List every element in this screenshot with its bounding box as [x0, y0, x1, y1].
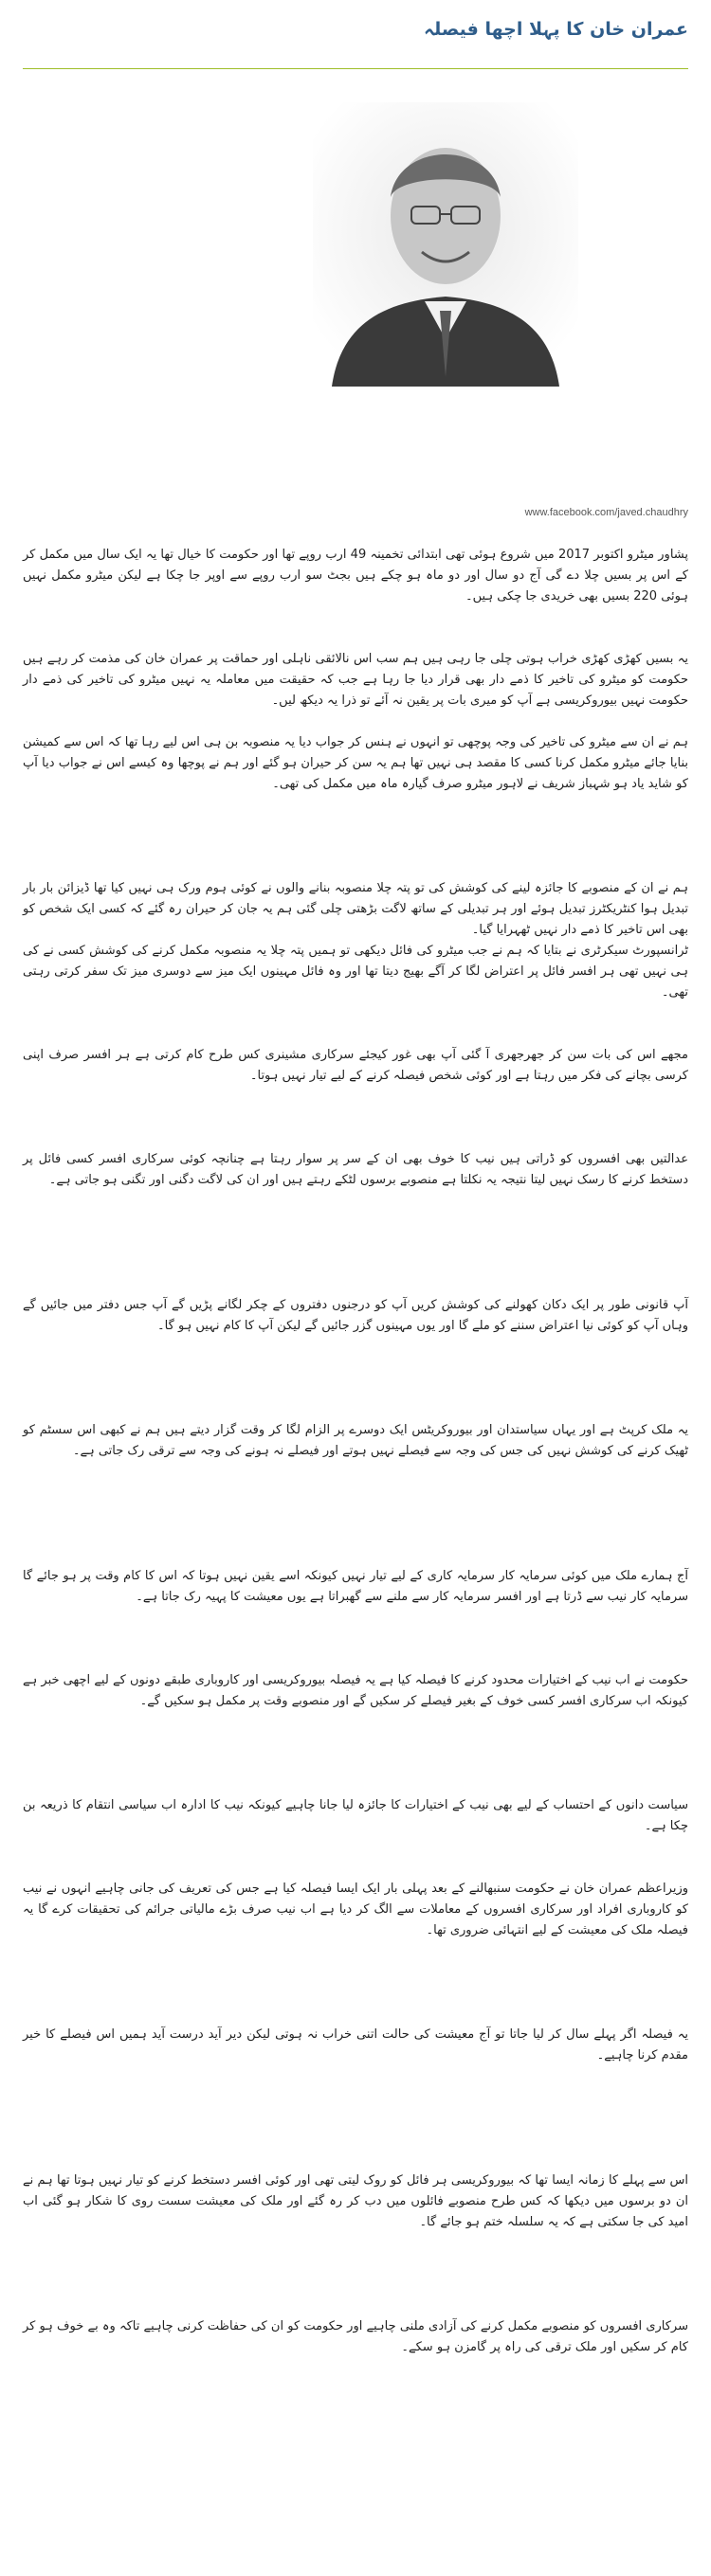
paragraph: سیاست دانوں کے احتساب کے لیے بھی نیب کے اختیارات کا جائزہ لیا جانا چاہیے کیونکہ نیب کا ادارہ اب سیاسی انتقام کا ذریعہ بن چکا ہے۔ [23, 1798, 688, 1833]
paragraph: مجھے اس کی بات سن کر جھرجھری آ گئی آپ بھی غور کیجئے سرکاری مشینری کس طرح کام کرتی ہے ہر افسر صرف اپنی کرسی بچانے کی فکر میں رہتا ہے اور کوئی شخص فیصلہ کرنے کے لیے تیار نہیں ہوتا۔ [23, 1048, 688, 1083]
paragraph: اس سے پہلے کا زمانہ ایسا تھا کہ بیوروکریسی ہر فائل کو روک لیتی تھی اور کوئی افسر دستخط کرنے کو تیار نہیں ہوتا تھا ہم نے ان دو برسوں میں دیکھا کہ کس طرح منصوبے فائلوں میں دب کر رہ گئے اور ملک کی معیشت سست روی کا شکار ہو گئی اب امید کی جا سکتی ہے کہ یہ سلسلہ ختم ہو جائے گا۔ [23, 2173, 688, 2229]
photo-credit: www.facebook.com/javed.chaudhry [524, 507, 688, 518]
paragraph: پشاور میٹرو اکتوبر 2017 میں شروع ہوئی تھی ابتدائی تخمینہ 49 ارب روپے تھا اور حکومت کا خیال تھا یہ ایک سال میں مکمل کر کے اس پر بسیں چلا دے گی آج دو سال اور دو ماہ ہو چکے ہیں بجٹ سو ارب روپے سے اوپر جا چکا ہے لیکن میٹرو مکمل نہیں ہوئی 220 بسیں بھی خریدی جا چکی ہیں۔ [23, 548, 688, 603]
paragraph: حکومت نے اب نیب کے اختیارات محدود کرنے کا فیصلہ کیا ہے یہ فیصلہ بیوروکریسی اور کاروباری طبقے دونوں کے لیے اچھی خبر ہے کیونکہ اب سرکاری افسر کسی خوف کے بغیر فیصلے کر سکیں گے اور منصوبے وقت پر مکمل ہو سکیں گے۔ [23, 1673, 688, 1708]
article-title: عمران خان کا پہلا اچھا فیصلہ [424, 19, 688, 40]
paragraph: ہم نے ان کے منصوبے کا جائزہ لینے کی کوشش کی تو پتہ چلا منصوبہ بنانے والوں نے کوئی ہوم ورک ہی نہیں کیا تھا ڈیزائن بار بار تبدیل ہوا کنٹریکٹرز تبدیل ہوئے اور ہر تبدیلی کے ساتھ لاگت بڑھتی چلی گئی ہم یہ جان کر حیران رہ گئے کہ کسی ایک شخص کو بھی اس تاخیر کا ذمے دار نہیں ٹھہرایا گیا۔ [23, 881, 688, 937]
paragraph: یہ فیصلہ اگر پہلے سال کر لیا جاتا تو آج معیشت کی حالت اتنی خراب نہ ہوتی لیکن دیر آید درست آید ہمیں اس فیصلے کا خیر مقدم کرنا چاہیے۔ [23, 2027, 688, 2063]
paragraph: وزیراعظم عمران خان نے حکومت سنبھالنے کے بعد پہلی بار ایک ایسا فیصلہ کیا ہے جس کی تعریف کی جانی چاہیے انہوں نے نیب کو کاروباری افراد اور سرکاری افسروں کے معاملات سے الگ کر دیا ہے اب نیب صرف بڑے مالیاتی جرائم کی تحقیقات کرے گا یہ فیصلہ ملک کی معیشت کے لیے انتہائی ضروری تھا۔ [23, 1882, 688, 1937]
paragraph: یہ بسیں کھڑی کھڑی خراب ہوتی چلی جا رہی ہیں ہم سب اس نالائقی ناہلی اور حماقت پر عمران خان کی مذمت کر رہے ہیں حکومت کو میٹرو کی تاخیر کا ذمے دار بھی قرار دیا جا رہا ہے جب کہ حقیقت میں معاملہ یہ نہیں میٹرو کی تاخیر کی ذمے دار حکومت نہیں بیوروکریسی ہے آپ کو میری بات پر یقین نہ آئے تو ذرا یہ دیکھ لیں۔ [23, 652, 688, 708]
paragraph: ٹرانسپورٹ سیکرٹری نے بتایا کہ ہم نے جب میٹرو کی فائل دیکھی تو ہمیں پتہ چلا یہ منصوبہ مکمل کرنے کی کوشش کسی نے کی ہی نہیں تھی ہر افسر فائل پر اعتراض لگا کر آگے بھیج دیتا تھا اور وہ فائل مہینوں ایک میز سے دوسری میز تک سفر کرتی رہتی تھی۔ [23, 944, 688, 1000]
title-divider [23, 68, 688, 69]
paragraph: آپ قانونی طور پر ایک دکان کھولنے کی کوشش کریں آپ کو درجنوں دفتروں کے چکر لگانے پڑیں گے آپ جس دفتر میں جائیں گے وہاں آپ کو کوئی نیا اعتراض سننے کو ملے گا اور یوں مہینوں گزر جائیں گے لیکن آپ کا کام نہیں ہو گا۔ [23, 1298, 688, 1333]
paragraph: ہم نے ان سے میٹرو کی تاخیر کی وجہ پوچھی تو انہوں نے ہنس کر جواب دیا یہ منصوبہ بن ہی اس لیے رہا تھا کہ اس سے کمیشن بنایا جائے میٹرو مکمل کرنا کسی کا مقصد ہی نہیں تھا ہم یہ سن کر حیران ہو گئے اور ہم نے پوچھا وہ کیسے اس نے جواب دیا آپ کو شاید یاد ہو شہباز شریف نے لاہور میٹرو صرف گیارہ ماہ میں مکمل کی تھی۔ [23, 735, 688, 791]
article-body [23, 545, 688, 2421]
paragraph: عدالتیں بھی افسروں کو ڈراتی ہیں نیب کا خوف بھی ان کے سر پر سوار رہتا ہے چنانچہ کوئی سرکاری افسر کسی فائل پر دستخط کرنے کا رسک نہیں لیتا نتیجہ یہ نکلتا ہے منصوبے برسوں لٹکے رہتے ہیں اور ان کی لاگت دگنی اور تگنی ہو جاتی ہے۔ [23, 1152, 688, 1187]
paragraph: آج ہمارے ملک میں کوئی سرمایہ کار سرمایہ کاری کے لیے تیار نہیں کیونکہ اسے یقین نہیں ہوتا کہ اس کا کام وقت پر ہو جائے گا سرمایہ کار نیب سے ڈرتا ہے اور افسر سرمایہ کار سے ملنے سے گھبراتا ہے یوں معیشت کا پہیہ رک جاتا ہے۔ [23, 1569, 688, 1604]
author-photo [313, 102, 578, 387]
paragraph: یہ ملک کرپٹ ہے اور یہاں سیاستدان اور بیوروکریٹس ایک دوسرے پر الزام لگا کر وقت گزار دیتے ہیں ہم نے کبھی اس سسٹم کو ٹھیک کرنے کی کوشش نہیں کی جس کی وجہ سے فیصلے نہیں ہوتے اور فیصلے نہ ہونے کی وجہ سے ترقی رک جاتی ہے۔ [23, 1423, 688, 1458]
paragraph: سرکاری افسروں کو منصوبے مکمل کرنے کی آزادی ملنی چاہیے اور حکومت کو ان کی حفاظت کرنی چاہیے تاکہ وہ بے خوف ہو کر کام کر سکیں اور ملک ترقی کی راہ پر گامزن ہو سکے۔ [23, 2319, 688, 2354]
